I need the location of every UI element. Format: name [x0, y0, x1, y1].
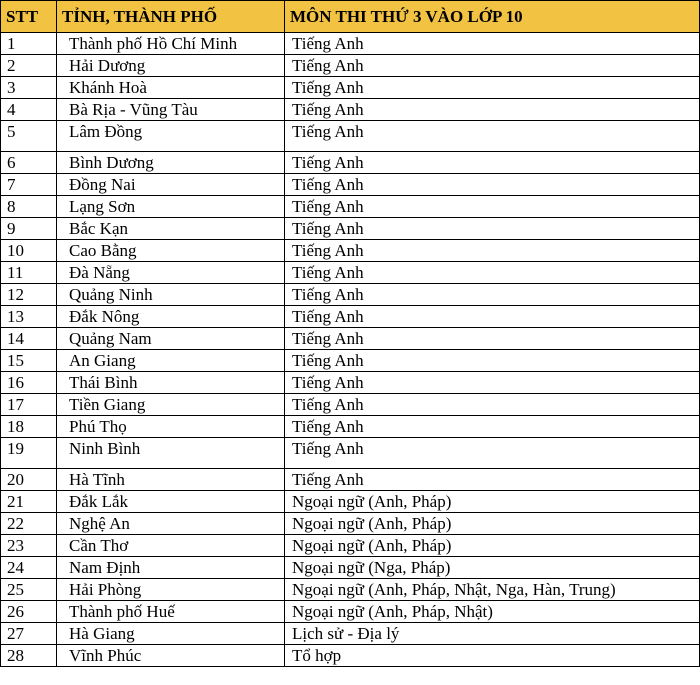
- row-province-cell: Nghệ An: [57, 513, 285, 535]
- row-stt-cell: 11: [1, 262, 57, 284]
- row-province-cell: Lạng Sơn: [57, 196, 285, 218]
- table-row: [1, 438, 700, 469]
- row-stt-cell: 10: [1, 240, 57, 262]
- row-stt-cell: 6: [1, 152, 57, 174]
- row-province-cell: Bình Dương: [57, 152, 285, 174]
- row-province-cell: Hà Giang: [57, 623, 285, 645]
- row-subject-cell: Tiếng Anh: [285, 350, 700, 372]
- row-stt-cell: 21: [1, 491, 57, 513]
- row-stt-cell: 16: [1, 372, 57, 394]
- row-province-cell: Thái Bình: [57, 372, 285, 394]
- table-row: [1, 240, 700, 262]
- row-province-cell: Lâm Đồng: [57, 121, 285, 152]
- row-stt-cell: 4: [1, 99, 57, 121]
- table-row: [1, 33, 700, 55]
- table-row: [1, 350, 700, 372]
- row-province-cell: Hà Tĩnh: [57, 469, 285, 491]
- row-province-cell: Nam Định: [57, 557, 285, 579]
- header-province: TỈNH, THÀNH PHỐ: [57, 1, 285, 33]
- row-stt-cell: 23: [1, 535, 57, 557]
- row-subject-cell: Tiếng Anh: [285, 372, 700, 394]
- table-row: [1, 152, 700, 174]
- row-subject-cell: Ngoại ngữ (Anh, Pháp, Nhật): [285, 601, 700, 623]
- row-stt-cell: 28: [1, 645, 57, 667]
- row-province-cell: Quảng Nam: [57, 328, 285, 350]
- table-row: [1, 645, 700, 667]
- table-row: [1, 196, 700, 218]
- table-row: [1, 218, 700, 240]
- table-row: [1, 121, 700, 152]
- row-stt-cell: 5: [1, 121, 57, 152]
- row-stt-cell: 20: [1, 469, 57, 491]
- table-row: [1, 557, 700, 579]
- row-subject-cell: Ngoại ngữ (Anh, Pháp): [285, 513, 700, 535]
- row-stt-cell: 13: [1, 306, 57, 328]
- row-subject-cell: Tiếng Anh: [285, 438, 700, 469]
- row-subject-cell: Tiếng Anh: [285, 196, 700, 218]
- row-province-cell: Đắk Lắk: [57, 491, 285, 513]
- table-row: [1, 513, 700, 535]
- table-row: [1, 623, 700, 645]
- row-subject-cell: Lịch sử - Địa lý: [285, 623, 700, 645]
- row-stt-cell: 2: [1, 55, 57, 77]
- row-stt-cell: 27: [1, 623, 57, 645]
- row-province-cell: Khánh Hoà: [57, 77, 285, 99]
- row-stt-cell: 3: [1, 77, 57, 99]
- row-subject-cell: Tiếng Anh: [285, 77, 700, 99]
- row-stt-cell: 12: [1, 284, 57, 306]
- row-subject-cell: Tiếng Anh: [285, 262, 700, 284]
- table-body: [1, 33, 700, 667]
- table-row: [1, 174, 700, 196]
- row-province-cell: Cao Bằng: [57, 240, 285, 262]
- table-row: [1, 262, 700, 284]
- table-row: [1, 328, 700, 350]
- row-stt-cell: 8: [1, 196, 57, 218]
- table-row: [1, 77, 700, 99]
- table-row: [1, 416, 700, 438]
- row-subject-cell: Tiếng Anh: [285, 328, 700, 350]
- row-stt-cell: 1: [1, 33, 57, 55]
- row-province-cell: Thành phố Huế: [57, 601, 285, 623]
- table-row: [1, 55, 700, 77]
- row-stt-cell: 9: [1, 218, 57, 240]
- table-row: [1, 284, 700, 306]
- row-subject-cell: Tiếng Anh: [285, 469, 700, 491]
- row-subject-cell: Tiếng Anh: [285, 284, 700, 306]
- row-province-cell: Đồng Nai: [57, 174, 285, 196]
- row-stt-cell: 26: [1, 601, 57, 623]
- row-stt-cell: 22: [1, 513, 57, 535]
- row-province-cell: Quảng Ninh: [57, 284, 285, 306]
- row-subject-cell: Ngoại ngữ (Anh, Pháp, Nhật, Nga, Hàn, Trung): [285, 579, 700, 601]
- table-row: [1, 535, 700, 557]
- row-province-cell: Vĩnh Phúc: [57, 645, 285, 667]
- row-province-cell: Đắk Nông: [57, 306, 285, 328]
- row-province-cell: Tiền Giang: [57, 394, 285, 416]
- row-subject-cell: Tiếng Anh: [285, 33, 700, 55]
- row-subject-cell: Tiếng Anh: [285, 55, 700, 77]
- table-row: [1, 99, 700, 121]
- table-row: [1, 491, 700, 513]
- row-subject-cell: Tiếng Anh: [285, 394, 700, 416]
- row-province-cell: Cần Thơ: [57, 535, 285, 557]
- row-subject-cell: Tiếng Anh: [285, 306, 700, 328]
- row-subject-cell: Tiếng Anh: [285, 240, 700, 262]
- row-stt-cell: 19: [1, 438, 57, 469]
- row-stt-cell: 18: [1, 416, 57, 438]
- row-subject-cell: Tiếng Anh: [285, 218, 700, 240]
- table-row: [1, 579, 700, 601]
- row-subject-cell: Tổ hợp: [285, 645, 700, 667]
- row-subject-cell: Tiếng Anh: [285, 152, 700, 174]
- table-row: [1, 601, 700, 623]
- header-stt: STT: [1, 1, 57, 33]
- row-stt-cell: 25: [1, 579, 57, 601]
- row-province-cell: Phú Thọ: [57, 416, 285, 438]
- row-stt-cell: 24: [1, 557, 57, 579]
- row-province-cell: Ninh Bình: [57, 438, 285, 469]
- row-subject-cell: Tiếng Anh: [285, 416, 700, 438]
- table-row: [1, 306, 700, 328]
- row-stt-cell: 7: [1, 174, 57, 196]
- table-header-row: [1, 1, 700, 33]
- row-province-cell: An Giang: [57, 350, 285, 372]
- row-subject-cell: Tiếng Anh: [285, 99, 700, 121]
- table-row: [1, 372, 700, 394]
- row-subject-cell: Ngoại ngữ (Nga, Pháp): [285, 557, 700, 579]
- row-subject-cell: Ngoại ngữ (Anh, Pháp): [285, 535, 700, 557]
- row-stt-cell: 15: [1, 350, 57, 372]
- row-stt-cell: 17: [1, 394, 57, 416]
- row-subject-cell: Tiếng Anh: [285, 121, 700, 152]
- row-stt-cell: 14: [1, 328, 57, 350]
- row-province-cell: Bà Rịa - Vũng Tàu: [57, 99, 285, 121]
- table-row: [1, 469, 700, 491]
- row-province-cell: Hải Phòng: [57, 579, 285, 601]
- row-province-cell: Hải Dương: [57, 55, 285, 77]
- row-province-cell: Thành phố Hồ Chí Minh: [57, 33, 285, 55]
- header-subject: MÔN THI THỨ 3 VÀO LỚP 10: [285, 1, 700, 33]
- row-province-cell: Đà Nẵng: [57, 262, 285, 284]
- row-subject-cell: Tiếng Anh: [285, 174, 700, 196]
- table-row: [1, 394, 700, 416]
- row-province-cell: Bắc Kạn: [57, 218, 285, 240]
- row-subject-cell: Ngoại ngữ (Anh, Pháp): [285, 491, 700, 513]
